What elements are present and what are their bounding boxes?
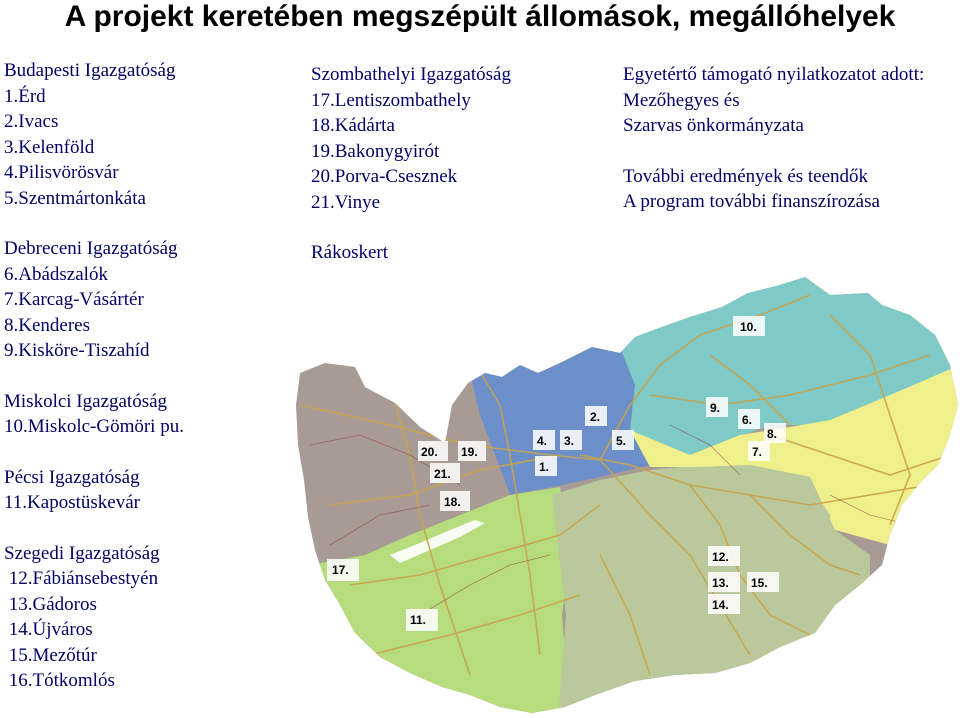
station-item: 2.Ivacs xyxy=(4,111,59,132)
map-label xyxy=(585,406,607,426)
station-item: 15.Mezőtúr xyxy=(4,644,97,666)
map-label xyxy=(708,546,740,566)
station-item: 10.Miskolc-Gömöri pu. xyxy=(4,416,184,437)
svg-text:11.: 11. xyxy=(410,613,427,627)
station-item: 13.Gádoros xyxy=(4,593,97,615)
station-item: 16.Tótkomlós xyxy=(4,670,115,691)
station-item: 19.Bakonygyirót xyxy=(311,140,440,162)
station-item: Rákoskert xyxy=(311,242,389,263)
svg-text:12.: 12. xyxy=(712,550,729,564)
svg-text:10.: 10. xyxy=(740,320,757,334)
group-heading: Szegedi Igazgatóság xyxy=(4,542,160,564)
svg-text:17.: 17. xyxy=(332,563,349,577)
group-heading: Debreceni Igazgatóság xyxy=(4,238,178,259)
station-item: 7.Karcag-Vásártér xyxy=(4,289,144,310)
map-label xyxy=(747,572,779,592)
note-line: A program további finanszírozása xyxy=(623,191,880,212)
svg-text:14.: 14. xyxy=(712,598,729,612)
map-label xyxy=(612,430,634,450)
note-line: Szarvas önkormányzata xyxy=(623,115,804,136)
map-label xyxy=(458,441,486,461)
station-item: 1.Érd xyxy=(4,85,46,107)
map-label xyxy=(706,397,728,417)
svg-text:1.: 1. xyxy=(539,460,550,474)
svg-text:8.: 8. xyxy=(767,427,778,441)
map-label xyxy=(533,430,555,450)
station-item: 11.Kapostüskevár xyxy=(4,492,140,513)
group-heading: Pécsi Igazgatóság xyxy=(4,466,140,488)
hungary-railway-map xyxy=(270,255,960,718)
map-label xyxy=(406,609,438,631)
note-line: Mezőhegyes és xyxy=(623,89,740,111)
svg-text:15.: 15. xyxy=(751,576,768,590)
svg-text:7.: 7. xyxy=(752,445,763,459)
note-line: Egyetértő támogató nyilatkozatot adott: xyxy=(623,64,925,85)
map-label xyxy=(708,572,740,592)
station-item: 20.Porva-Csesznek xyxy=(311,166,458,187)
station-item: 6.Abádszalók xyxy=(4,263,108,285)
group-heading: Szombathelyi Igazgatóság xyxy=(311,64,511,85)
station-item: 21.Vinye xyxy=(311,191,381,213)
svg-text:6.: 6. xyxy=(742,413,753,427)
station-item: 5.Szentmártonkáta xyxy=(4,187,146,209)
station-item: 14.Újváros xyxy=(4,619,93,640)
region-south-east xyxy=(552,465,830,718)
map-label xyxy=(418,441,448,461)
group-debrecen xyxy=(4,236,184,364)
map-label xyxy=(535,456,557,476)
map-label xyxy=(708,594,740,614)
svg-text:3.: 3. xyxy=(564,434,575,448)
station-item: 18.Kádárta xyxy=(311,115,395,136)
station-item: 3.Kelenföld xyxy=(4,136,95,158)
map-label xyxy=(764,423,786,443)
svg-text:18.: 18. xyxy=(444,495,461,509)
directorates-list xyxy=(4,58,184,694)
svg-text:21.: 21. xyxy=(434,467,451,481)
group-miskolc xyxy=(4,389,184,440)
map-label xyxy=(733,316,765,336)
group-budapest xyxy=(4,58,184,211)
svg-text:13.: 13. xyxy=(712,576,729,590)
svg-text:9.: 9. xyxy=(710,401,721,415)
svg-text:19.: 19. xyxy=(461,445,478,459)
svg-text:20.: 20. xyxy=(421,445,438,459)
station-item: 9.Kisköre-Tiszahíd xyxy=(4,340,150,361)
group-szeged xyxy=(4,541,184,694)
station-item: 12.Fábiánsebestyén xyxy=(4,568,159,589)
group-pecs xyxy=(4,465,184,516)
map-label xyxy=(748,441,770,461)
group-heading: Budapesti Igazgatóság xyxy=(4,60,176,81)
station-item: 4.Pilisvörösvár xyxy=(4,162,119,183)
map-label xyxy=(560,430,582,450)
map-label xyxy=(327,559,359,581)
map-label xyxy=(738,409,760,429)
map-label xyxy=(430,463,460,483)
group-heading: Miskolci Igazgatóság xyxy=(4,390,168,412)
notes xyxy=(623,62,924,215)
note-line: További eredmények és teendők xyxy=(623,165,869,187)
page-title: A projekt keretében megszépült állomások, megállóhelyek xyxy=(64,0,896,33)
svg-text:5.: 5. xyxy=(616,434,627,448)
station-item: 8.Kenderes xyxy=(4,314,90,336)
svg-text:2.: 2. xyxy=(590,410,601,424)
map-label xyxy=(440,491,470,511)
szombathely-list xyxy=(311,62,511,266)
svg-text:4.: 4. xyxy=(537,434,548,448)
station-item: 17.Lentiszombathely xyxy=(311,89,471,111)
